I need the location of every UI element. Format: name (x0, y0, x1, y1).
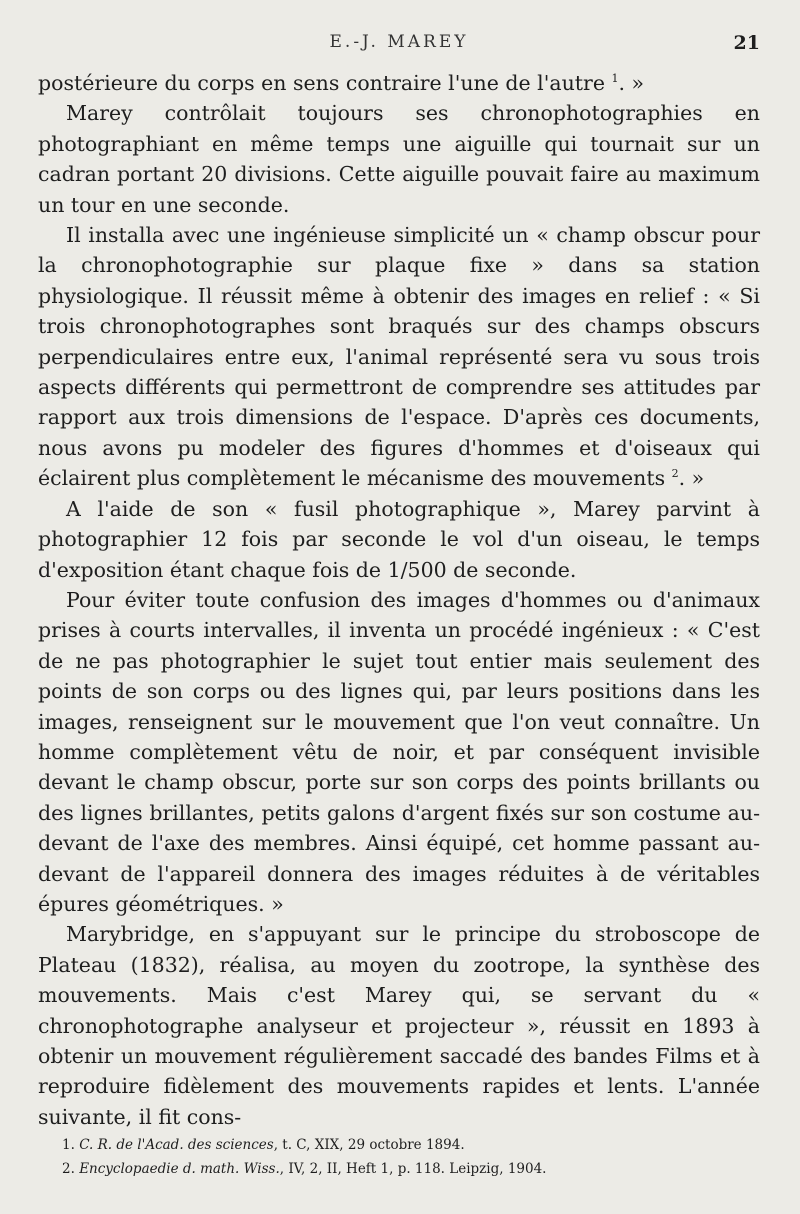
body-text (38, 68, 760, 1132)
paragraph-text: Pour éviter toute confusion des images d'hommes ou d'animaux prises à courts intervalles, il inventa un procédé ingénieux : « C'est de ne pas photographier le sujet tout entier mais seulement des points de son corps ou des lignes qui, par leurs positions dans les images, renseignent sur le mouvement que l'on veut connaître. Un homme complètement vêtu de noir, et par conséquent invisible devant le champ obscur, porte sur son corps des points brillants ou des lignes brillantes, petits galons d'argent fixés sur son costume au-devant de l'axe des membres. Ainsi équipé, cet homme passant au-devant de l'appareil donnera des images réduites à de véritables épures géométriques. » (38, 587, 760, 916)
footnote-details: , t. C, XIX, 29 octobre 1894. (273, 1137, 465, 1153)
paragraph-text: Il installa avec une ingénieuse simplicité un « champ obscur pour la chronophotographie sur plaque fixe » dans sa station physiologique. Il réussit même à obtenir des images en relief : « Si trois chronophotographes sont braqués sur des champs obscurs perpendiculaires entre eux, l'animal représenté sera vu sous trois aspects différents qui permettront de comprendre ses attitudes par rapport aux trois dimensions de l'espace. D'après ces documents, nous avons pu modeler des figures d'hommes et d'oiseaux qui éclairent plus complètement le mécanisme des mouvements (38, 223, 760, 491)
paragraph-tail: . » (678, 466, 705, 491)
paragraph (38, 494, 760, 585)
footnote-source-title: Encyclopaedie d. math. Wiss. (79, 1161, 280, 1177)
footnotes (62, 1133, 762, 1181)
paragraph-continuation (38, 68, 760, 98)
footnote-ref-2[interactable]: 2 (671, 467, 679, 481)
paragraph-text: A l'aide de son « fusil photographique », Marey parvint à photographier 12 fois par seconde le vol d'un oiseau, le temps d'exposition étant chaque fois de 1/500 de seconde. (38, 496, 760, 582)
running-head: E.-J. MAREY (329, 32, 469, 52)
paragraph-text: postérieure du corps en sens contraire l'une de l'autre (38, 71, 605, 95)
paragraph-text: Marey contrôlait toujours ses chronophotographies en photographiant en même temps une aiguille qui tournait sur un cadran portant 20 divisions. Cette aiguille pouvait faire au maximum un tour en une seconde. (38, 101, 760, 217)
footnote-ref-1[interactable]: 1 (611, 72, 619, 86)
paragraph (38, 585, 760, 919)
page-header (38, 30, 760, 60)
paragraph (38, 919, 760, 1132)
footnote-number: 2. (62, 1161, 75, 1177)
paragraph-text: Marybridge, en s'appuyant sur le principe du stroboscope de Plateau (1832), réalisa, au moyen du zootrope, la synthèse des mouvements. Mais c'est Marey qui, se servant du « chronophotographe analyseur et projecteur », réussit en 1893 à obtenir un mouvement régulièrement saccadé des bandes Films et à reproduire fidèlement des mouvements rapides et lents. L'année suivante, il fit cons- (38, 922, 760, 1129)
footnote-source-title: C. R. de l'Acad. des sciences (79, 1137, 274, 1153)
footnote (62, 1157, 762, 1181)
footnote-details: , IV, 2, II, Heft 1, p. 118. Leipzig, 1904. (279, 1161, 547, 1177)
paragraph (38, 220, 760, 494)
page-number: 21 (733, 32, 760, 54)
footnote (62, 1133, 762, 1157)
paragraph (38, 98, 760, 220)
paragraph-tail: . » (618, 71, 645, 95)
footnote-number: 1. (62, 1137, 75, 1153)
